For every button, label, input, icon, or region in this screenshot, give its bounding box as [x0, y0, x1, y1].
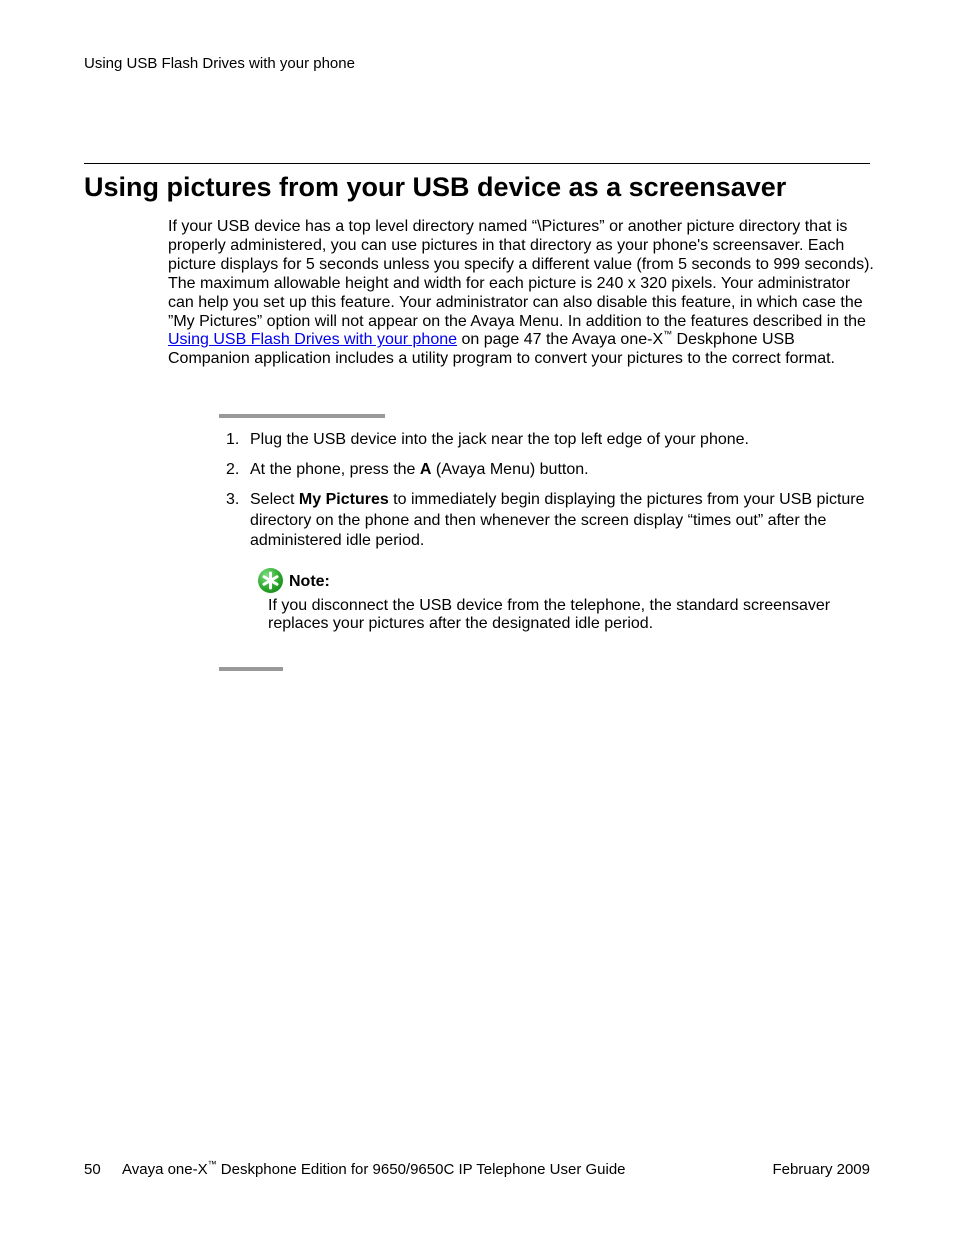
- step-number: 1.: [226, 431, 240, 448]
- intro-text-3: Deskphone USB Companion application includes a utility program to convert your pictures to the correct format.: [168, 331, 835, 368]
- step-text-post: (Avaya Menu) button.: [431, 461, 589, 478]
- step-bold-term: A: [419, 461, 432, 478]
- intro-paragraph: [168, 218, 874, 369]
- step-number: 2.: [226, 461, 240, 478]
- title-rule: [84, 163, 870, 164]
- publication-date: February 2009: [772, 1161, 870, 1178]
- note-header: [258, 567, 878, 593]
- guide-title: [122, 1161, 626, 1179]
- usb-flash-drives-link[interactable]: Using USB Flash Drives with your phone: [168, 331, 458, 349]
- step-item: [226, 490, 866, 552]
- trademark-symbol: ™: [663, 329, 673, 340]
- trademark-symbol: ™: [207, 1159, 217, 1169]
- guide-title-pre: Avaya one-X: [122, 1161, 208, 1178]
- intro-text-1: If your USB device has a top level directory named “\Pictures” or another picture directory that is properly administered, you can use pictures in that directory as your phone's screensaver. Each picture displays for 5 seconds unless you specify a different value (from 5 seconds to 999 seconds). The maximum allowable height and width for each picture is 240 x 320 pixels. Your administrator can help you set up this feature. Your administrator can also disable this feature, in which case the ”My Pictures” option will not appear on the Avaya Menu. In addition to the features described in the: [168, 218, 874, 330]
- step-bold-term: My Pictures: [298, 491, 389, 508]
- guide-title-post: Deskphone Edition for 9650/9650C IP Telephone User Guide: [216, 1161, 626, 1178]
- note-block: [258, 567, 878, 633]
- step-text-pre: At the phone, press the: [250, 461, 420, 478]
- running-header: Using USB Flash Drives with your phone: [84, 55, 355, 72]
- step-text-pre: Select: [250, 491, 299, 508]
- intro-text-2: on page 47 the Avaya one-X: [457, 331, 664, 349]
- procedure-steps: [226, 430, 866, 561]
- procedure-start-rule: [219, 414, 385, 418]
- page-number: 50: [84, 1161, 101, 1178]
- step-item: [226, 430, 866, 451]
- step-text-post: to immediately begin displaying the pictures from your USB picture directory on the phone and then whenever the screen display “times out” after the administered idle period.: [250, 491, 865, 549]
- step-text: Plug the USB device into the jack near the top left edge of your phone.: [250, 431, 749, 448]
- asterisk-note-icon: [258, 568, 283, 593]
- step-number: 3.: [226, 491, 240, 508]
- section-title: Using pictures from your USB device as a screensaver: [84, 172, 787, 202]
- procedure-end-rule: [219, 667, 283, 671]
- step-item: [226, 460, 866, 481]
- note-label: Note:: [289, 573, 330, 590]
- note-text: If you disconnect the USB device from the telephone, the standard screensaver replaces your pictures after the designated idle period.: [268, 597, 831, 632]
